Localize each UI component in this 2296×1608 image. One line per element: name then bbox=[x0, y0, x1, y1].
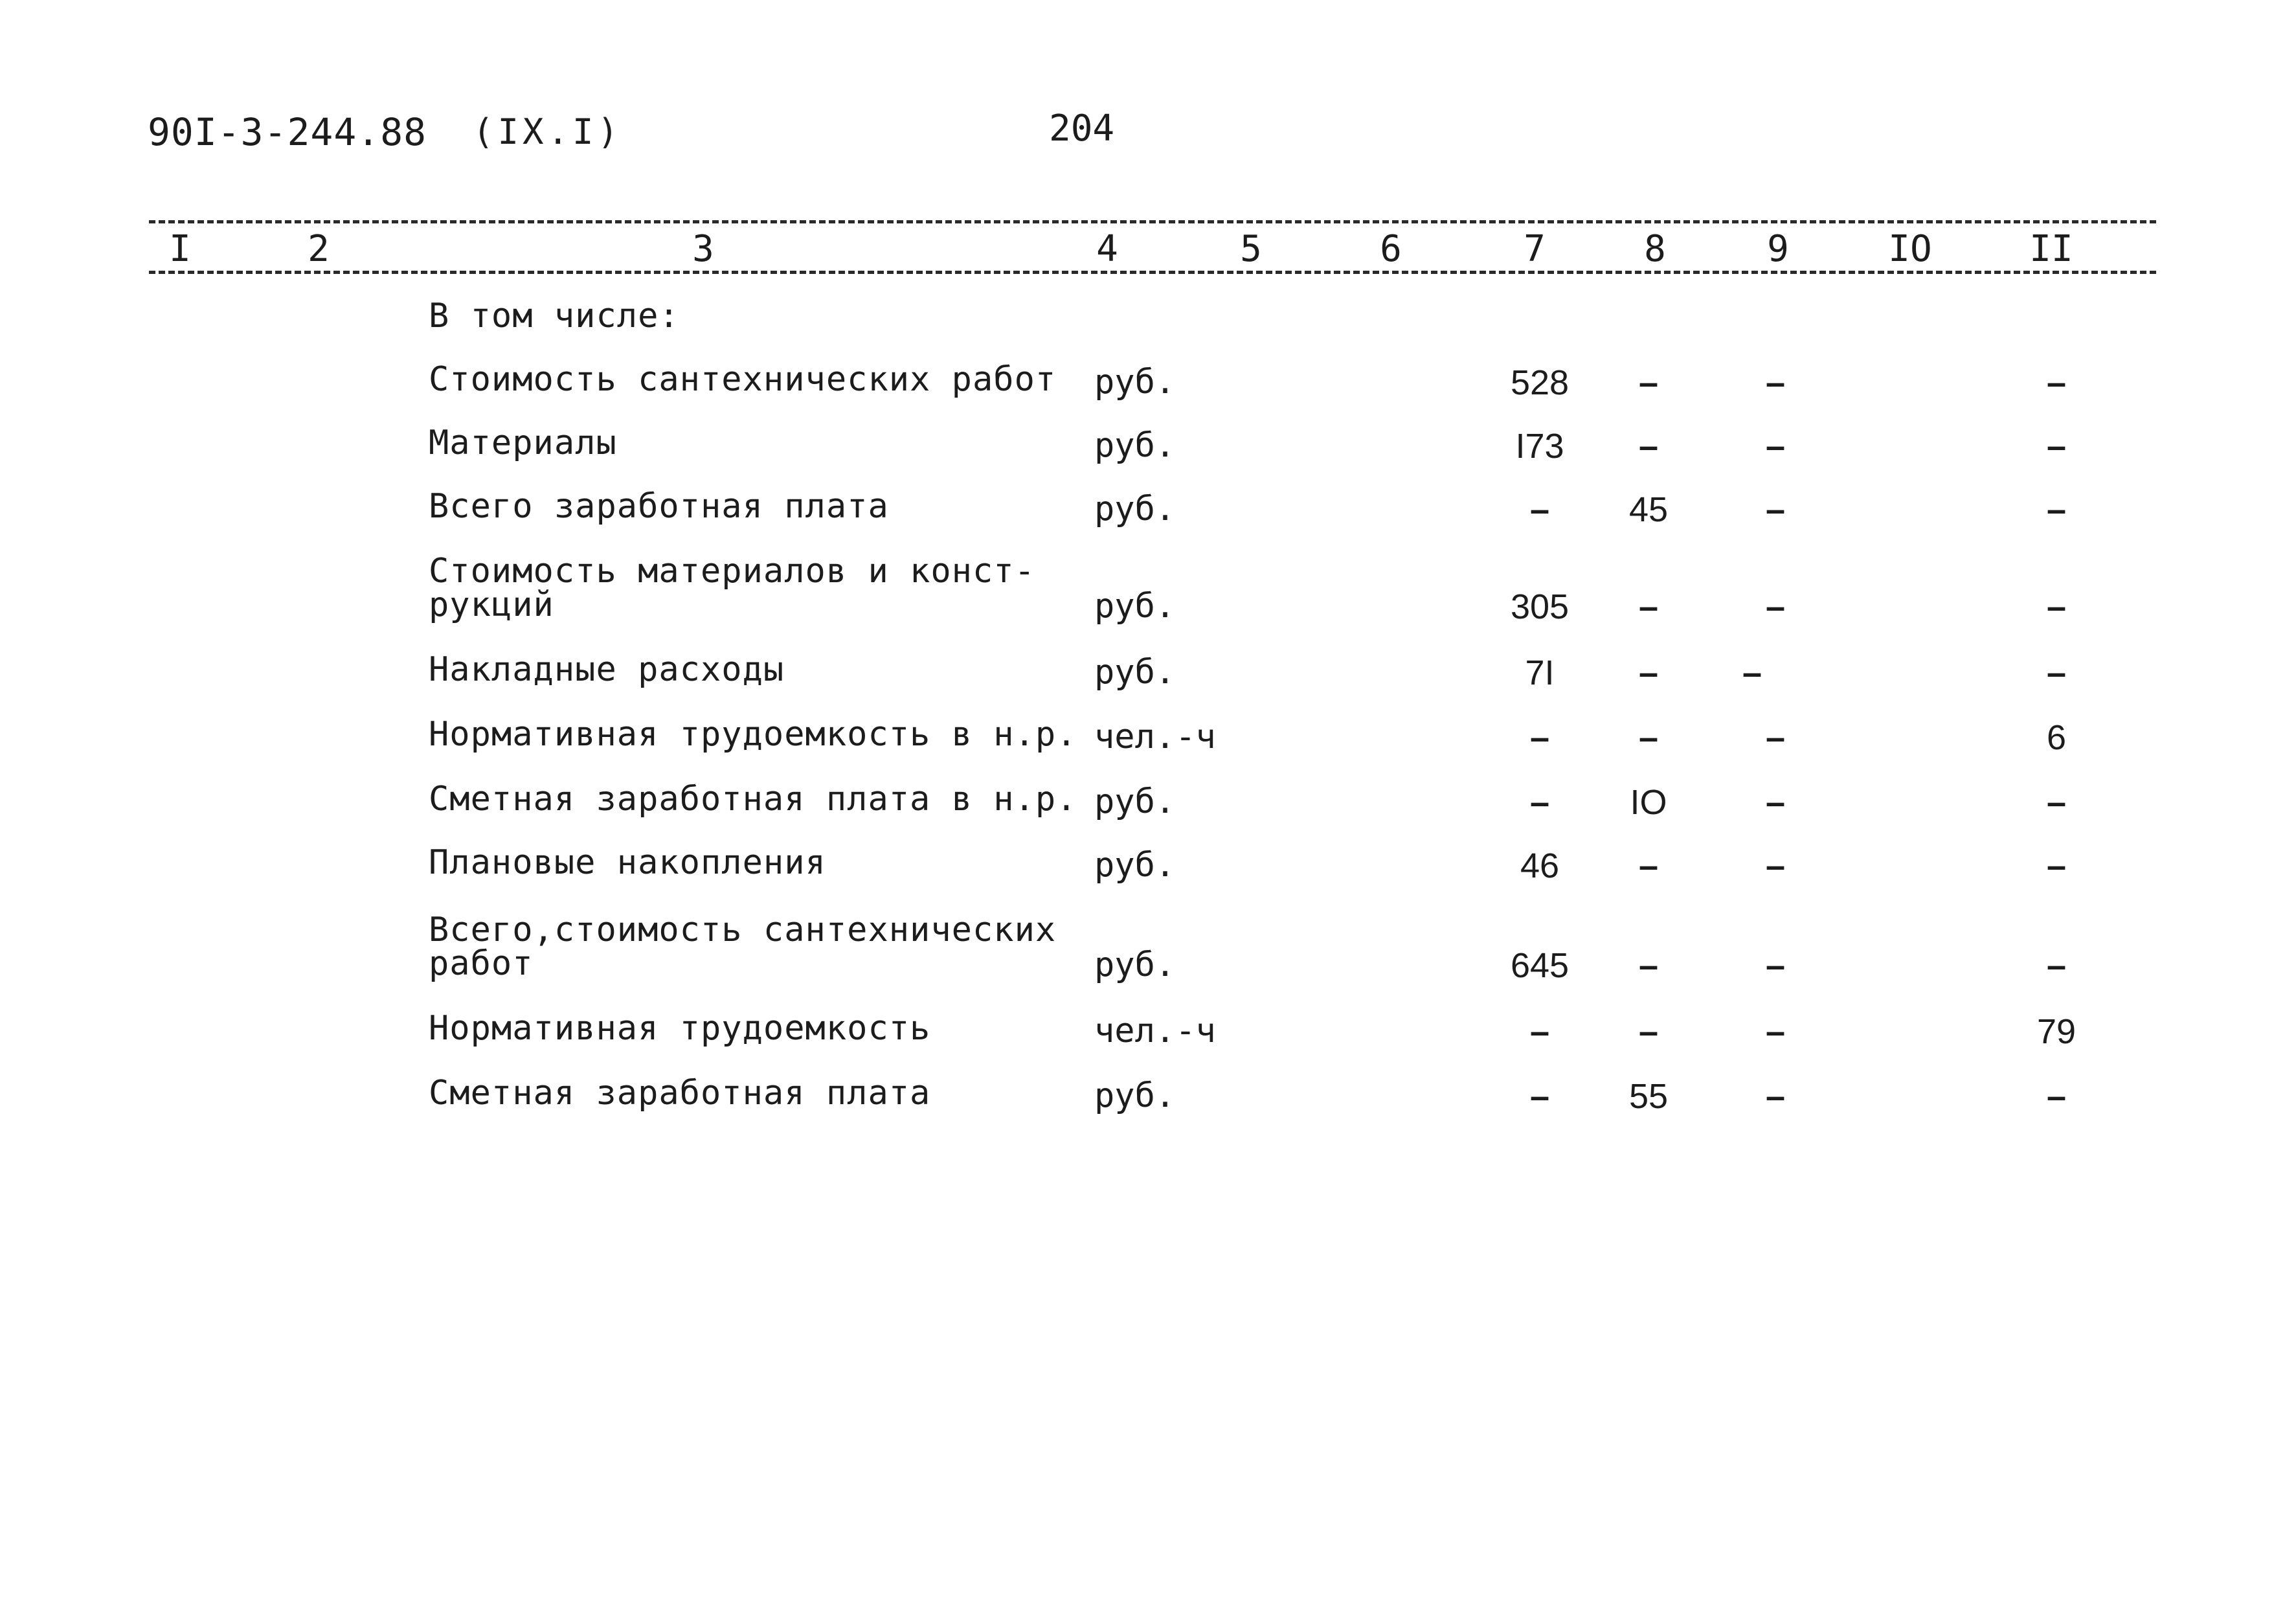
cell-col7: 305 bbox=[1510, 587, 1570, 626]
cell-col7: – bbox=[1529, 490, 1550, 529]
row-unit: руб. bbox=[1094, 426, 1176, 465]
page-number: 204 bbox=[1049, 108, 1115, 150]
cell-col11: – bbox=[2046, 653, 2067, 692]
cell-col11: – bbox=[2046, 783, 2067, 822]
cell-col8: – bbox=[1638, 363, 1659, 402]
cell-col9: – bbox=[1765, 783, 1786, 822]
cell-col7: 645 bbox=[1510, 946, 1570, 985]
row-label: Всего,стоимость сантехнических работ bbox=[429, 911, 1057, 983]
row-unit: руб. bbox=[1094, 946, 1176, 984]
cell-col8: IO bbox=[1630, 783, 1667, 822]
document-code: 90I-3-244.88 bbox=[148, 110, 427, 154]
row-unit: чел.-ч bbox=[1094, 1012, 1216, 1050]
cell-col7: – bbox=[1529, 783, 1550, 822]
row-unit: руб. bbox=[1094, 363, 1176, 402]
table-header-rule bbox=[149, 271, 2156, 274]
cell-col11: – bbox=[2046, 490, 2067, 529]
row-label: Сметная заработная плата bbox=[429, 1074, 931, 1113]
cell-col8: – bbox=[1638, 587, 1659, 626]
cell-col9: – bbox=[1742, 653, 1762, 692]
row-unit: руб. bbox=[1094, 846, 1176, 885]
column-number: 2 bbox=[308, 228, 330, 270]
column-number: 7 bbox=[1524, 228, 1546, 270]
cell-col8: – bbox=[1638, 946, 1659, 985]
cell-col11: – bbox=[2046, 587, 2067, 626]
cell-col11: – bbox=[2046, 1077, 2067, 1116]
row-label: Материалы bbox=[429, 424, 617, 462]
column-number: II bbox=[2029, 228, 2073, 270]
cell-col8: 55 bbox=[1628, 1077, 1669, 1116]
column-number: IO bbox=[1888, 228, 1932, 270]
cell-col8: – bbox=[1638, 846, 1659, 885]
cell-col11: – bbox=[2046, 363, 2067, 402]
row-label: Сметная заработная плата в н.р. bbox=[429, 780, 1077, 819]
cell-col7: I73 bbox=[1515, 427, 1564, 466]
row-label: Всего заработная плата bbox=[429, 487, 889, 526]
cell-col9: – bbox=[1765, 490, 1786, 529]
column-number: 8 bbox=[1644, 228, 1666, 270]
row-unit: руб. bbox=[1094, 653, 1176, 692]
row-unit: руб. bbox=[1094, 587, 1176, 626]
column-number: 9 bbox=[1767, 228, 1789, 270]
row-unit: руб. bbox=[1094, 782, 1176, 821]
section-number: (IX.I) bbox=[473, 111, 623, 152]
cell-col11: – bbox=[2046, 946, 2067, 985]
row-label: Нормативная трудоемкость bbox=[429, 1009, 931, 1048]
row-label: Стоимость материалов и конст- рукций bbox=[429, 552, 1035, 624]
row-label: Стоимость сантехнических работ bbox=[429, 360, 1057, 399]
row-unit: руб. bbox=[1094, 1076, 1176, 1115]
cell-col8: – bbox=[1638, 653, 1659, 692]
cell-col9: – bbox=[1765, 846, 1786, 885]
cell-col8: – bbox=[1638, 427, 1659, 466]
table-top-rule bbox=[149, 220, 2156, 223]
cell-col8: 45 bbox=[1628, 490, 1669, 529]
cell-col9: – bbox=[1765, 363, 1786, 402]
cell-col7: – bbox=[1529, 718, 1550, 757]
cell-col11: – bbox=[2046, 427, 2067, 466]
cell-col11: – bbox=[2046, 846, 2067, 885]
cell-col9: – bbox=[1765, 427, 1786, 466]
cell-col11: 79 bbox=[2036, 1012, 2077, 1051]
cell-col8: – bbox=[1638, 718, 1659, 757]
cell-col7: – bbox=[1529, 1012, 1550, 1051]
row-label: Плановые накопления bbox=[429, 843, 826, 882]
column-number: 3 bbox=[692, 228, 714, 270]
cell-col7: 7I bbox=[1525, 653, 1555, 692]
cell-col9: – bbox=[1765, 1012, 1786, 1051]
cell-col9: – bbox=[1765, 587, 1786, 626]
column-number: 4 bbox=[1096, 228, 1118, 270]
row-label: Накладные расходы bbox=[429, 650, 785, 689]
row-unit: руб. bbox=[1094, 490, 1176, 528]
cell-col7: 46 bbox=[1520, 846, 1560, 885]
cell-col11: 6 bbox=[2046, 718, 2067, 757]
cell-col9: – bbox=[1765, 946, 1786, 985]
column-number: 6 bbox=[1380, 228, 1402, 270]
section-title: В том числе: bbox=[429, 297, 680, 335]
cell-col9: – bbox=[1765, 1077, 1786, 1116]
cell-col7: – bbox=[1529, 1077, 1550, 1116]
column-number: I bbox=[169, 228, 191, 270]
cell-col7: 528 bbox=[1510, 363, 1570, 402]
cell-col8: – bbox=[1638, 1012, 1659, 1051]
cell-col9: – bbox=[1765, 718, 1786, 757]
row-unit: чел.-ч bbox=[1094, 718, 1216, 756]
row-label: Нормативная трудоемкость в н.р. bbox=[429, 715, 1077, 754]
column-number: 5 bbox=[1240, 228, 1262, 270]
